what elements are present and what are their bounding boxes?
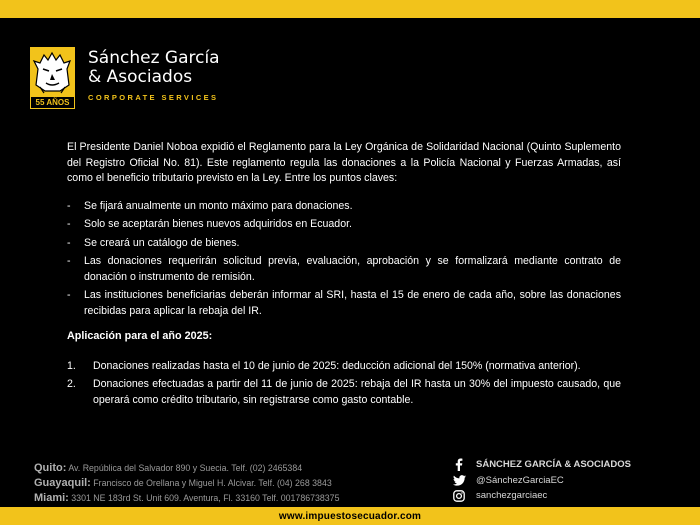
address-text: 3301 NE 183rd St. Unit 609. Aventura, Fl. 33160 Telf. 001786738375 — [68, 493, 340, 503]
brand-name — [88, 49, 220, 87]
social-facebook[interactable] — [452, 457, 672, 472]
address-quito — [34, 461, 434, 476]
list-item — [67, 254, 621, 285]
twitter-handle[interactable]: @SánchezGarciaEC — [476, 474, 564, 486]
bottom-accent-bar — [0, 507, 700, 525]
numbered-list — [67, 359, 621, 409]
facebook-handle[interactable]: SÁNCHEZ GARCÍA & ASOCIADOS — [476, 459, 631, 470]
list-item — [67, 377, 621, 408]
website-link[interactable]: www.impuestosecuador.com — [278, 510, 422, 522]
bullet-marker: - — [67, 255, 71, 267]
instagram-icon[interactable] — [452, 489, 466, 502]
top-accent-bar — [0, 0, 700, 18]
bullet-marker: - — [67, 199, 71, 212]
list-item — [67, 199, 621, 215]
list-item-text: Donaciones efectuadas a partir del 11 de junio de 2025: rebaja del IR hasta un 30% del impuesto causado, que operará como crédito tributario, sin registrarse como gasto contable. — [93, 378, 621, 406]
list-number: 1. — [67, 359, 76, 372]
facebook-icon[interactable] — [452, 458, 466, 471]
list-item-text: Se creará un catálogo de bienes. — [84, 236, 240, 249]
instagram-handle[interactable]: sanchezgarciaec — [476, 490, 548, 501]
lion-logo-icon — [30, 47, 75, 96]
list-item-text: Donaciones realizadas hasta el 10 de junio de 2025: deducción adicional del 150% (normativa anterior). — [93, 359, 581, 372]
social-twitter[interactable] — [452, 473, 672, 488]
address-text: Francisco de Orellana y Miguel H. Alcivar. Telf. (04) 268 3843 — [90, 478, 332, 488]
list-item — [67, 217, 621, 233]
list-item — [67, 288, 621, 319]
company-logo — [30, 47, 280, 109]
address-guayaquil — [34, 476, 434, 491]
city-label: Quito: — [34, 462, 67, 474]
list-item-text: Se fijará anualmente un monto máximo para donaciones. — [84, 199, 353, 212]
list-item-text: Solo se aceptarán bienes nuevos adquiridos en Ecuador. — [84, 218, 352, 230]
section-heading: Aplicación para el año 2025: — [67, 330, 213, 342]
list-number: 2. — [67, 378, 76, 390]
bullet-marker: - — [67, 289, 71, 301]
bullet-marker: - — [67, 218, 71, 230]
years-badge: 55 AÑOS — [30, 96, 75, 109]
brand-line-1: Sánchez García — [88, 48, 220, 68]
key-points-list — [67, 199, 621, 320]
list-item-text: Las donaciones requerirán solicitud previa, evaluación, aprobación y se formalizará mediante contrato de donación o instrumento de remisión. — [84, 255, 621, 283]
list-item — [67, 359, 621, 375]
social-links — [452, 457, 672, 504]
twitter-icon[interactable] — [452, 474, 466, 487]
list-item-text: Las instituciones beneficiarias deberán informar al SRI, hasta el 15 de enero de cada año, sobre las donaciones recibidas para aplicar la rebaja del IR. — [84, 289, 621, 317]
logo-emblem — [30, 47, 75, 109]
list-item — [67, 236, 621, 252]
address-miami — [34, 491, 434, 506]
address-text: Av. República del Salvador 890 y Suecia. Telf. (02) 2465384 — [66, 463, 303, 473]
office-addresses — [34, 461, 434, 506]
intro-paragraph: El Presidente Daniel Noboa expidió el Reglamento para la Ley Orgánica de Solidaridad Nacional (Quinto Suplemento del Registro Oficial No. 81). Este reglamento regula las donaciones a la Policía Nacional y Fuerzas Armadas, así como el beneficio tributario previsto en la Ley. Entre los puntos claves: — [67, 141, 621, 184]
city-label: Guayaquil: — [34, 477, 91, 489]
bullet-marker: - — [67, 236, 71, 249]
brand-subtitle: CORPORATE SERVICES — [88, 93, 219, 102]
main-content — [67, 140, 621, 411]
city-label: Miami: — [34, 492, 69, 504]
brand-line-2: & Asociados — [88, 67, 193, 87]
social-instagram[interactable] — [452, 488, 672, 503]
